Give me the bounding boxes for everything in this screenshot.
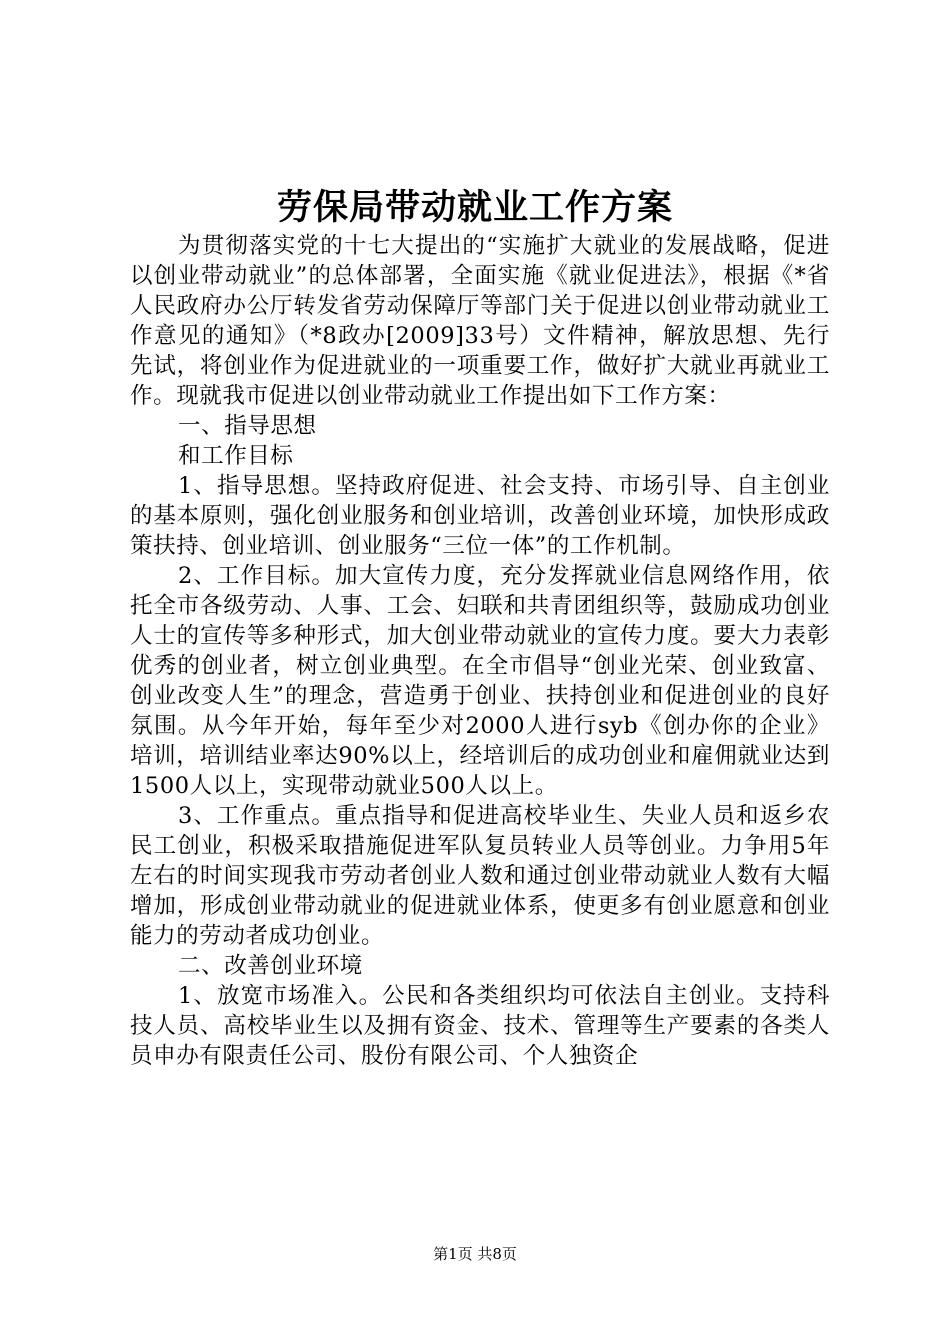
document-body [130,231,830,1071]
paragraph-work-focus: 3、工作重点。重点指导和促进高校毕业生、失业人员和返乡农民工创业，积极采取措施促进军队复员转业人员等创业。力争用5年左右的时间实现我市劳动者创业人数和通过创业带动就业人数有大幅增加，形成创业带动就业的促进就业体系，使更多有创业愿意和创业能力的劳动者成功创业。 [130,803,830,949]
section-heading-2: 二、改善创业环境 [178,953,363,979]
intro-paragraph: 为贯彻落实党的十七大提出的“实施扩大就业的发展战略，促进以创业带动就业”的总体部署，全面实施《就业促进法》，根据《*省人民政府办公厅转发省劳动保障厅等部门关于促进以创业带动就业工作意见的通知》（*8政办[2009]33号）文件精神，解放思想、先行先试，将创业作为促进就业的一项重要工作，做好扩大就业再就业工作。现就我市促进以创业带动就业工作提出如下工作方案： [130,233,830,409]
page-footer: 第1页 共8页 [433,1245,517,1263]
paragraph-guiding-thought: 1、指导思想。坚持政府促进、社会支持、市场引导、自主创业的基本原则，强化创业服务和创业培训，改善创业环境，加快形成政策扶持、创业培训、创业服务“三位一体”的工作机制。 [130,473,830,559]
section-heading-1: 一、指导思想 [178,413,317,439]
paragraph-market-access: 1、放宽市场准入。公民和各类组织均可依法自主创业。支持科技人员、高校毕业生以及拥有资金、技术、管理等生产要素的各类人员申办有限责任公司、股份有限公司、个人独资企 [130,983,830,1069]
paragraph-work-goal: 2、工作目标。加大宣传力度，充分发挥就业信息网络作用，依托全市各级劳动、人事、工会、妇联和共青团组织等，鼓励成功创业人士的宣传等多种形式，加大创业带动就业的宣传力度。要大力表彰优秀的创业者，树立创业典型。在全市倡导“创业光荣、创业致富、创业改变人生”的理念，营造勇于创业、扶持创业和促进创业的良好氛围。从今年开始，每年至少对2000人进行syb《创办你的企业》培训，培训结业率达90%以上，经培训后的成功创业和雇佣就业达到1500人以上，实现带动就业500人以上。 [130,563,830,799]
document-title: 劳保局带动就业工作方案 [276,187,673,228]
section-heading-1-cont: 和工作目标 [178,443,294,469]
